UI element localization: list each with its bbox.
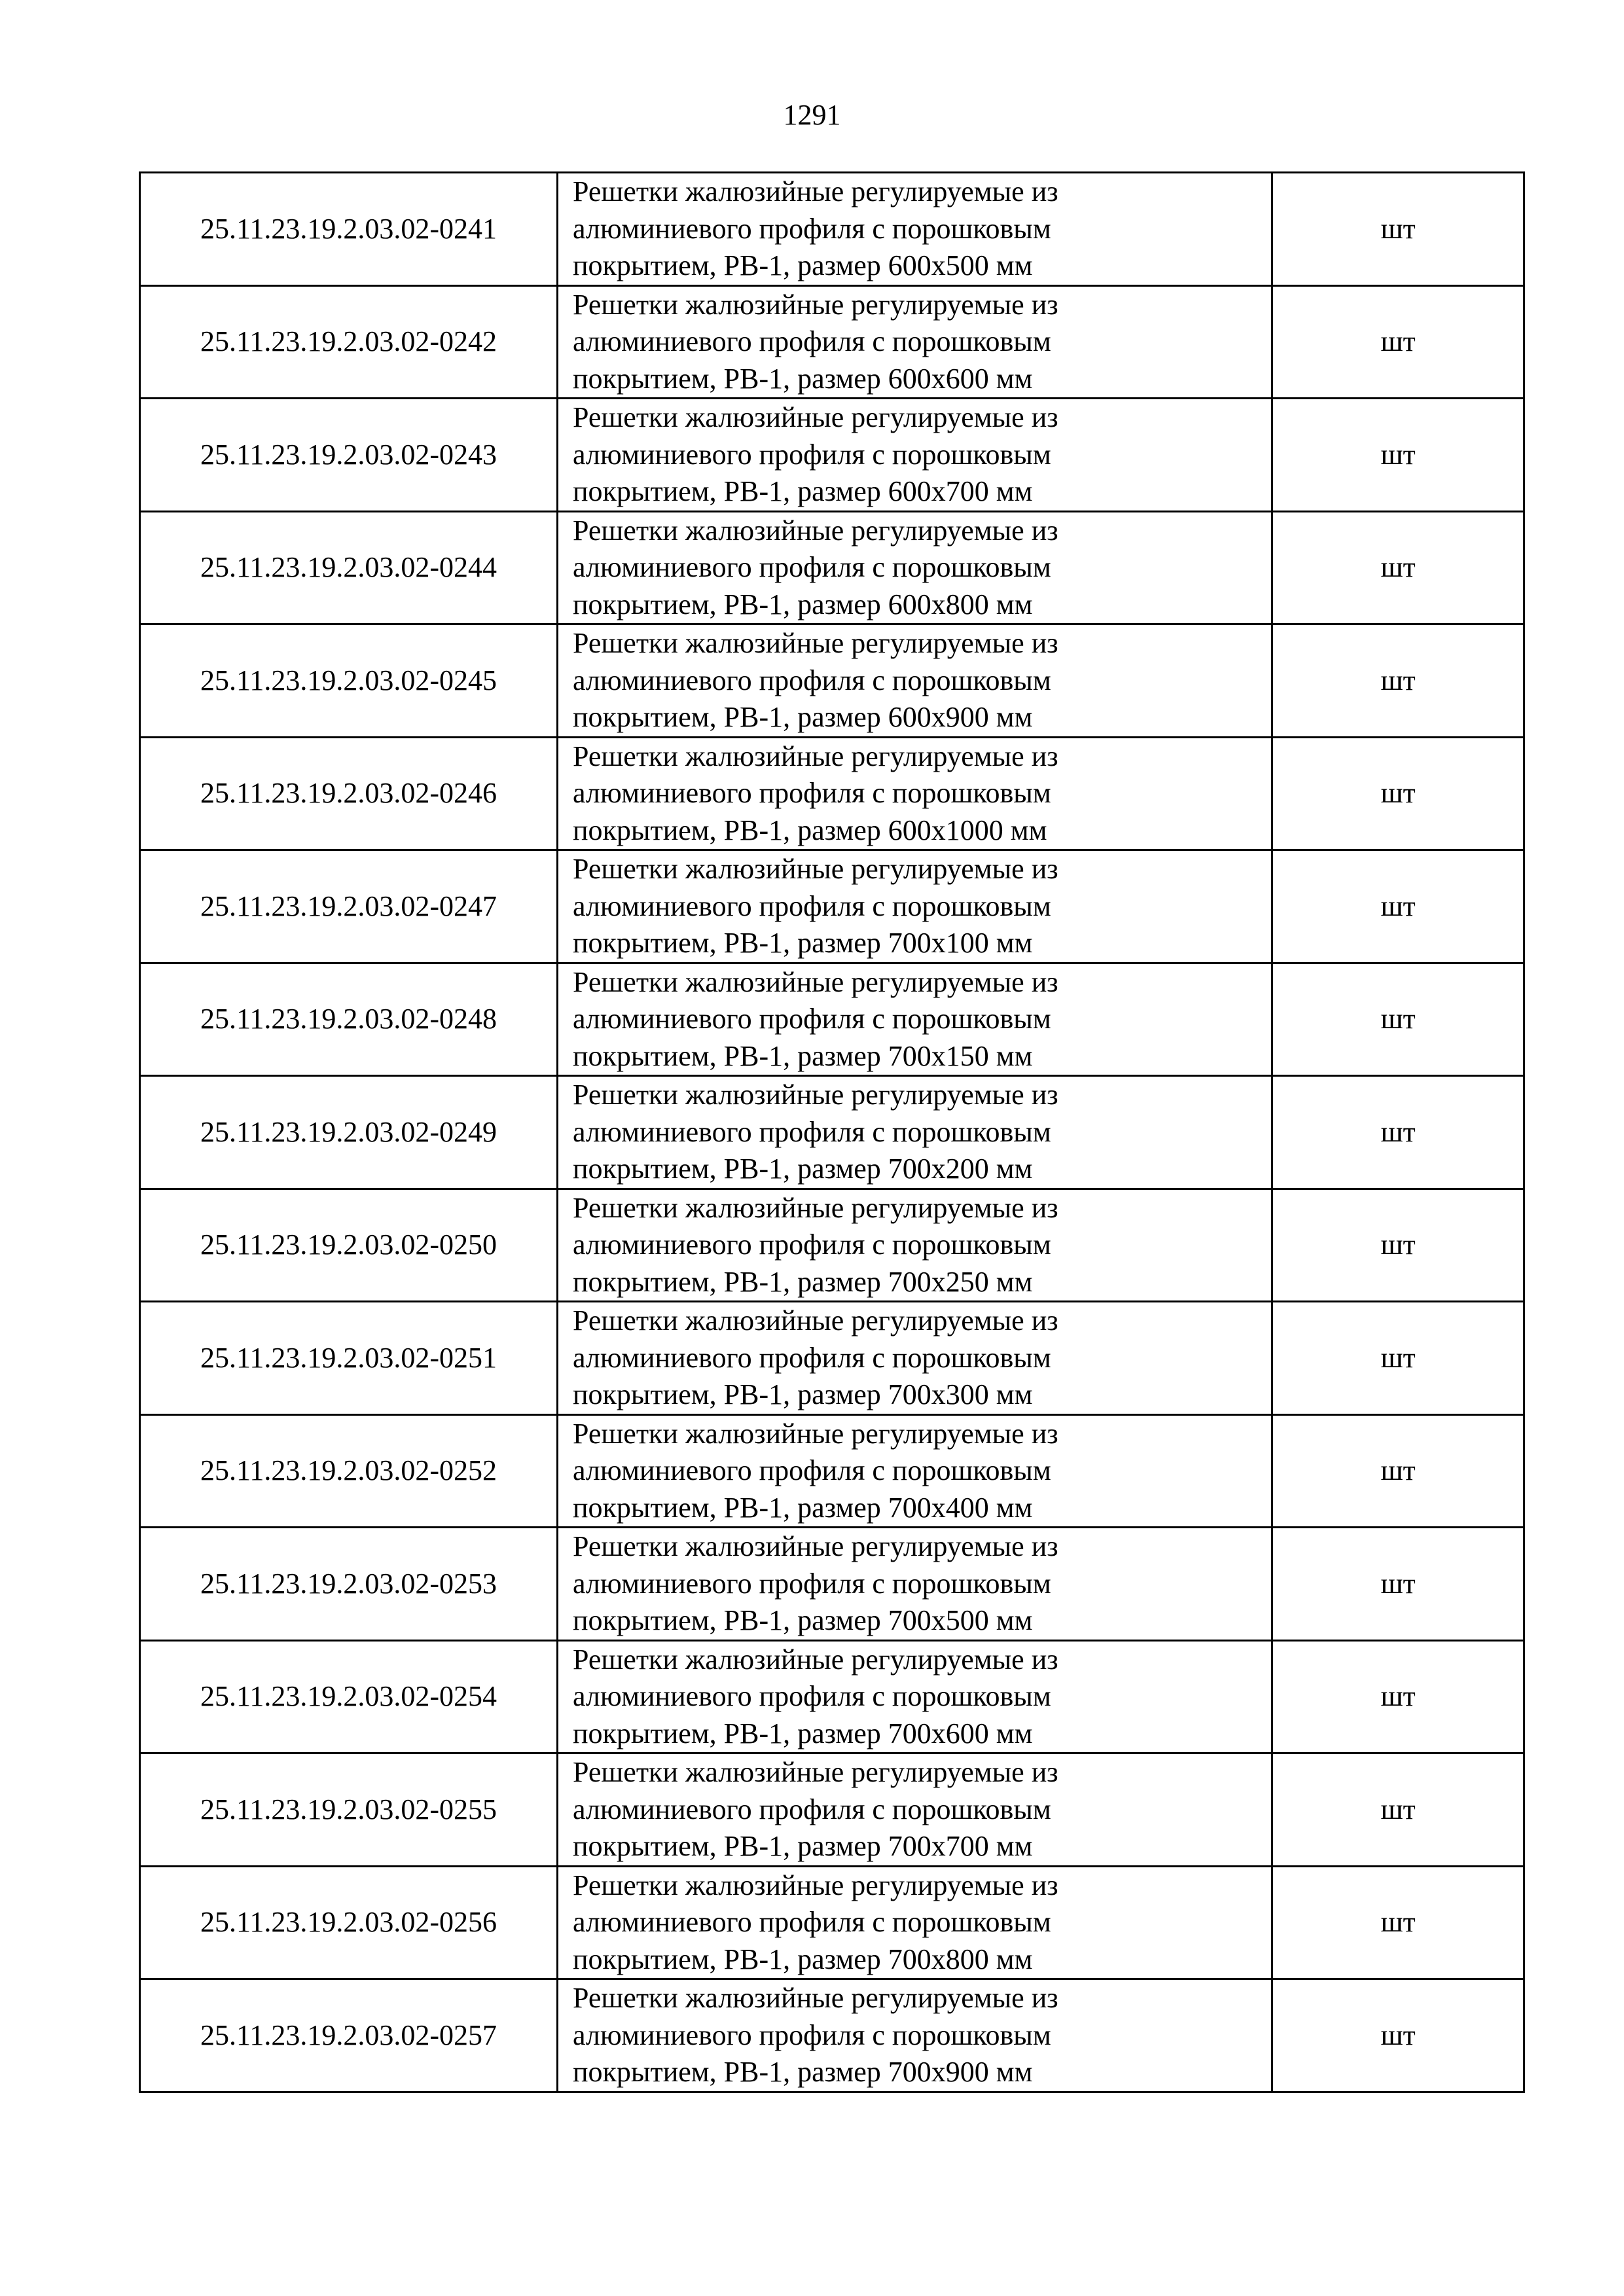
unit-cell: шт xyxy=(1272,1640,1525,1753)
table-row xyxy=(140,1753,1525,1867)
unit-cell: шт xyxy=(1272,1528,1525,1641)
unit-cell: шт xyxy=(1272,1302,1525,1415)
description-line: алюминиевого профиля с порошковым xyxy=(573,325,1051,357)
description-line: алюминиевого профиля с порошковым xyxy=(573,664,1051,696)
description-line: Решетки жалюзийные регулируемые из xyxy=(573,1643,1058,1676)
table-row xyxy=(140,399,1525,512)
resource-description-cell xyxy=(558,1979,1272,2092)
table-row xyxy=(140,1414,1525,1528)
description-line: алюминиевого профиля с порошковым xyxy=(573,1567,1051,1600)
description-line: Решетки жалюзийные регулируемые из xyxy=(573,1756,1058,1788)
description-line: Решетки жалюзийные регулируемые из xyxy=(573,1530,1058,1562)
resource-description-cell xyxy=(558,1189,1272,1302)
description-line: покрытием, РВ-1, размер 700х400 мм xyxy=(573,1491,1033,1524)
description-line: Решетки жалюзийные регулируемые из xyxy=(573,1417,1058,1450)
description-line: покрытием, РВ-1, размер 700х150 мм xyxy=(573,1039,1033,1072)
table-row xyxy=(140,1528,1525,1641)
resource-code-cell: 25.11.23.19.2.03.02-0252 xyxy=(140,1414,558,1528)
description-line: алюминиевого профиля с порошковым xyxy=(573,889,1051,922)
resource-code-cell: 25.11.23.19.2.03.02-0255 xyxy=(140,1753,558,1867)
unit-cell: шт xyxy=(1272,850,1525,963)
table-row xyxy=(140,1302,1525,1415)
resource-code-cell: 25.11.23.19.2.03.02-0254 xyxy=(140,1640,558,1753)
description-line: Решетки жалюзийные регулируемые из xyxy=(573,1982,1058,2014)
resource-description-cell xyxy=(558,624,1272,738)
description-line: покрытием, РВ-1, размер 700х100 мм xyxy=(573,927,1033,959)
catalog-table xyxy=(139,171,1525,2093)
description-line: алюминиевого профиля с порошковым xyxy=(573,212,1051,245)
resource-description-cell xyxy=(558,511,1272,624)
description-line: алюминиевого профиля с порошковым xyxy=(573,438,1051,471)
description-line: Решетки жалюзийные регулируемые из xyxy=(573,1869,1058,1901)
description-line: покрытием, РВ-1, размер 600х600 мм xyxy=(573,362,1033,395)
description-line: Решетки жалюзийные регулируемые из xyxy=(573,965,1058,998)
description-line: алюминиевого профиля с порошковым xyxy=(573,1906,1051,1938)
description-line: Решетки жалюзийные регулируемые из xyxy=(573,853,1058,885)
description-line: алюминиевого профиля с порошковым xyxy=(573,1793,1051,1825)
description-line: Решетки жалюзийные регулируемые из xyxy=(573,1304,1058,1336)
description-line: покрытием, РВ-1, размер 700х300 мм xyxy=(573,1378,1033,1410)
table-row xyxy=(140,624,1525,738)
unit-cell: шт xyxy=(1272,1753,1525,1867)
resource-code-cell: 25.11.23.19.2.03.02-0244 xyxy=(140,511,558,624)
resource-description-cell xyxy=(558,1076,1272,1189)
description-line: Решетки жалюзийные регулируемые из xyxy=(573,740,1058,772)
table-row xyxy=(140,511,1525,624)
unit-cell: шт xyxy=(1272,285,1525,399)
table-row xyxy=(140,1640,1525,1753)
table-row xyxy=(140,1979,1525,2092)
description-line: покрытием, РВ-1, размер 700х200 мм xyxy=(573,1153,1033,1185)
resource-description-cell xyxy=(558,285,1272,399)
resource-description-cell xyxy=(558,963,1272,1076)
resource-code-cell: 25.11.23.19.2.03.02-0251 xyxy=(140,1302,558,1415)
resource-code-cell: 25.11.23.19.2.03.02-0247 xyxy=(140,850,558,963)
description-line: алюминиевого профиля с порошковым xyxy=(573,1341,1051,1374)
description-line: покрытием, РВ-1, размер 700х800 мм xyxy=(573,1943,1033,1975)
description-line: алюминиевого профиля с порошковым xyxy=(573,1115,1051,1148)
unit-cell: шт xyxy=(1272,511,1525,624)
resource-code-cell: 25.11.23.19.2.03.02-0256 xyxy=(140,1866,558,1979)
unit-cell: шт xyxy=(1272,1076,1525,1189)
description-line: Решетки жалюзийные регулируемые из xyxy=(573,1079,1058,1111)
unit-cell: шт xyxy=(1272,173,1525,286)
description-line: Решетки жалюзийные регулируемые из xyxy=(573,401,1058,433)
description-line: алюминиевого профиля с порошковым xyxy=(573,2018,1051,2051)
table-row xyxy=(140,285,1525,399)
resource-code-cell: 25.11.23.19.2.03.02-0253 xyxy=(140,1528,558,1641)
description-line: покрытием, РВ-1, размер 700х600 мм xyxy=(573,1717,1033,1749)
resource-description-cell xyxy=(558,1753,1272,1867)
resource-description-cell xyxy=(558,737,1272,850)
description-line: покрытием, РВ-1, размер 700х900 мм xyxy=(573,2056,1033,2088)
unit-cell: шт xyxy=(1272,737,1525,850)
description-line: покрытием, РВ-1, размер 700х250 мм xyxy=(573,1265,1033,1298)
description-line: алюминиевого профиля с порошковым xyxy=(573,777,1051,809)
resource-description-cell xyxy=(558,1302,1272,1415)
resource-code-cell: 25.11.23.19.2.03.02-0248 xyxy=(140,963,558,1076)
unit-cell: шт xyxy=(1272,1866,1525,1979)
resource-description-cell xyxy=(558,399,1272,512)
unit-cell: шт xyxy=(1272,624,1525,738)
table-row xyxy=(140,1076,1525,1189)
description-line: Решетки жалюзийные регулируемые из xyxy=(573,288,1058,321)
resource-code-cell: 25.11.23.19.2.03.02-0257 xyxy=(140,1979,558,2092)
description-line: Решетки жалюзийные регулируемые из xyxy=(573,514,1058,547)
resource-description-cell xyxy=(558,1528,1272,1641)
description-line: алюминиевого профиля с порошковым xyxy=(573,1229,1051,1261)
unit-cell: шт xyxy=(1272,963,1525,1076)
description-line: покрытием, РВ-1, размер 700х700 мм xyxy=(573,1830,1033,1862)
description-line: покрытием, РВ-1, размер 600х1000 мм xyxy=(573,814,1047,846)
unit-cell: шт xyxy=(1272,1979,1525,2092)
description-line: покрытием, РВ-1, размер 600х800 мм xyxy=(573,588,1033,620)
description-line: покрытием, РВ-1, размер 700х500 мм xyxy=(573,1604,1033,1636)
description-line: покрытием, РВ-1, размер 600х900 мм xyxy=(573,701,1033,733)
resource-code-cell: 25.11.23.19.2.03.02-0243 xyxy=(140,399,558,512)
unit-cell: шт xyxy=(1272,399,1525,512)
table-body xyxy=(140,173,1525,2092)
resource-code-cell: 25.11.23.19.2.03.02-0241 xyxy=(140,173,558,286)
resource-description-cell xyxy=(558,1414,1272,1528)
description-line: покрытием, РВ-1, размер 600х700 мм xyxy=(573,475,1033,507)
description-line: покрытием, РВ-1, размер 600х500 мм xyxy=(573,249,1033,281)
description-line: алюминиевого профиля с порошковым xyxy=(573,1454,1051,1486)
table-row xyxy=(140,1866,1525,1979)
page-number: 1291 xyxy=(783,99,841,131)
table-row xyxy=(140,737,1525,850)
table-row xyxy=(140,963,1525,1076)
resource-description-cell xyxy=(558,173,1272,286)
resource-description-cell xyxy=(558,1866,1272,1979)
description-line: алюминиевого профиля с порошковым xyxy=(573,1680,1051,1712)
description-line: алюминиевого профиля с порошковым xyxy=(573,1003,1051,1035)
unit-cell: шт xyxy=(1272,1189,1525,1302)
description-line: Решетки жалюзийные регулируемые из xyxy=(573,175,1058,207)
resource-code-cell: 25.11.23.19.2.03.02-0242 xyxy=(140,285,558,399)
resource-code-cell: 25.11.23.19.2.03.02-0249 xyxy=(140,1076,558,1189)
table-row xyxy=(140,173,1525,286)
resource-description-cell xyxy=(558,850,1272,963)
resource-code-cell: 25.11.23.19.2.03.02-0245 xyxy=(140,624,558,738)
resource-code-cell: 25.11.23.19.2.03.02-0246 xyxy=(140,737,558,850)
description-line: алюминиевого профиля с порошковым xyxy=(573,551,1051,583)
resource-code-cell: 25.11.23.19.2.03.02-0250 xyxy=(140,1189,558,1302)
description-line: Решетки жалюзийные регулируемые из xyxy=(573,627,1058,659)
unit-cell: шт xyxy=(1272,1414,1525,1528)
table-row xyxy=(140,1189,1525,1302)
table-row xyxy=(140,850,1525,963)
description-line: Решетки жалюзийные регулируемые из xyxy=(573,1191,1058,1224)
resource-description-cell xyxy=(558,1640,1272,1753)
